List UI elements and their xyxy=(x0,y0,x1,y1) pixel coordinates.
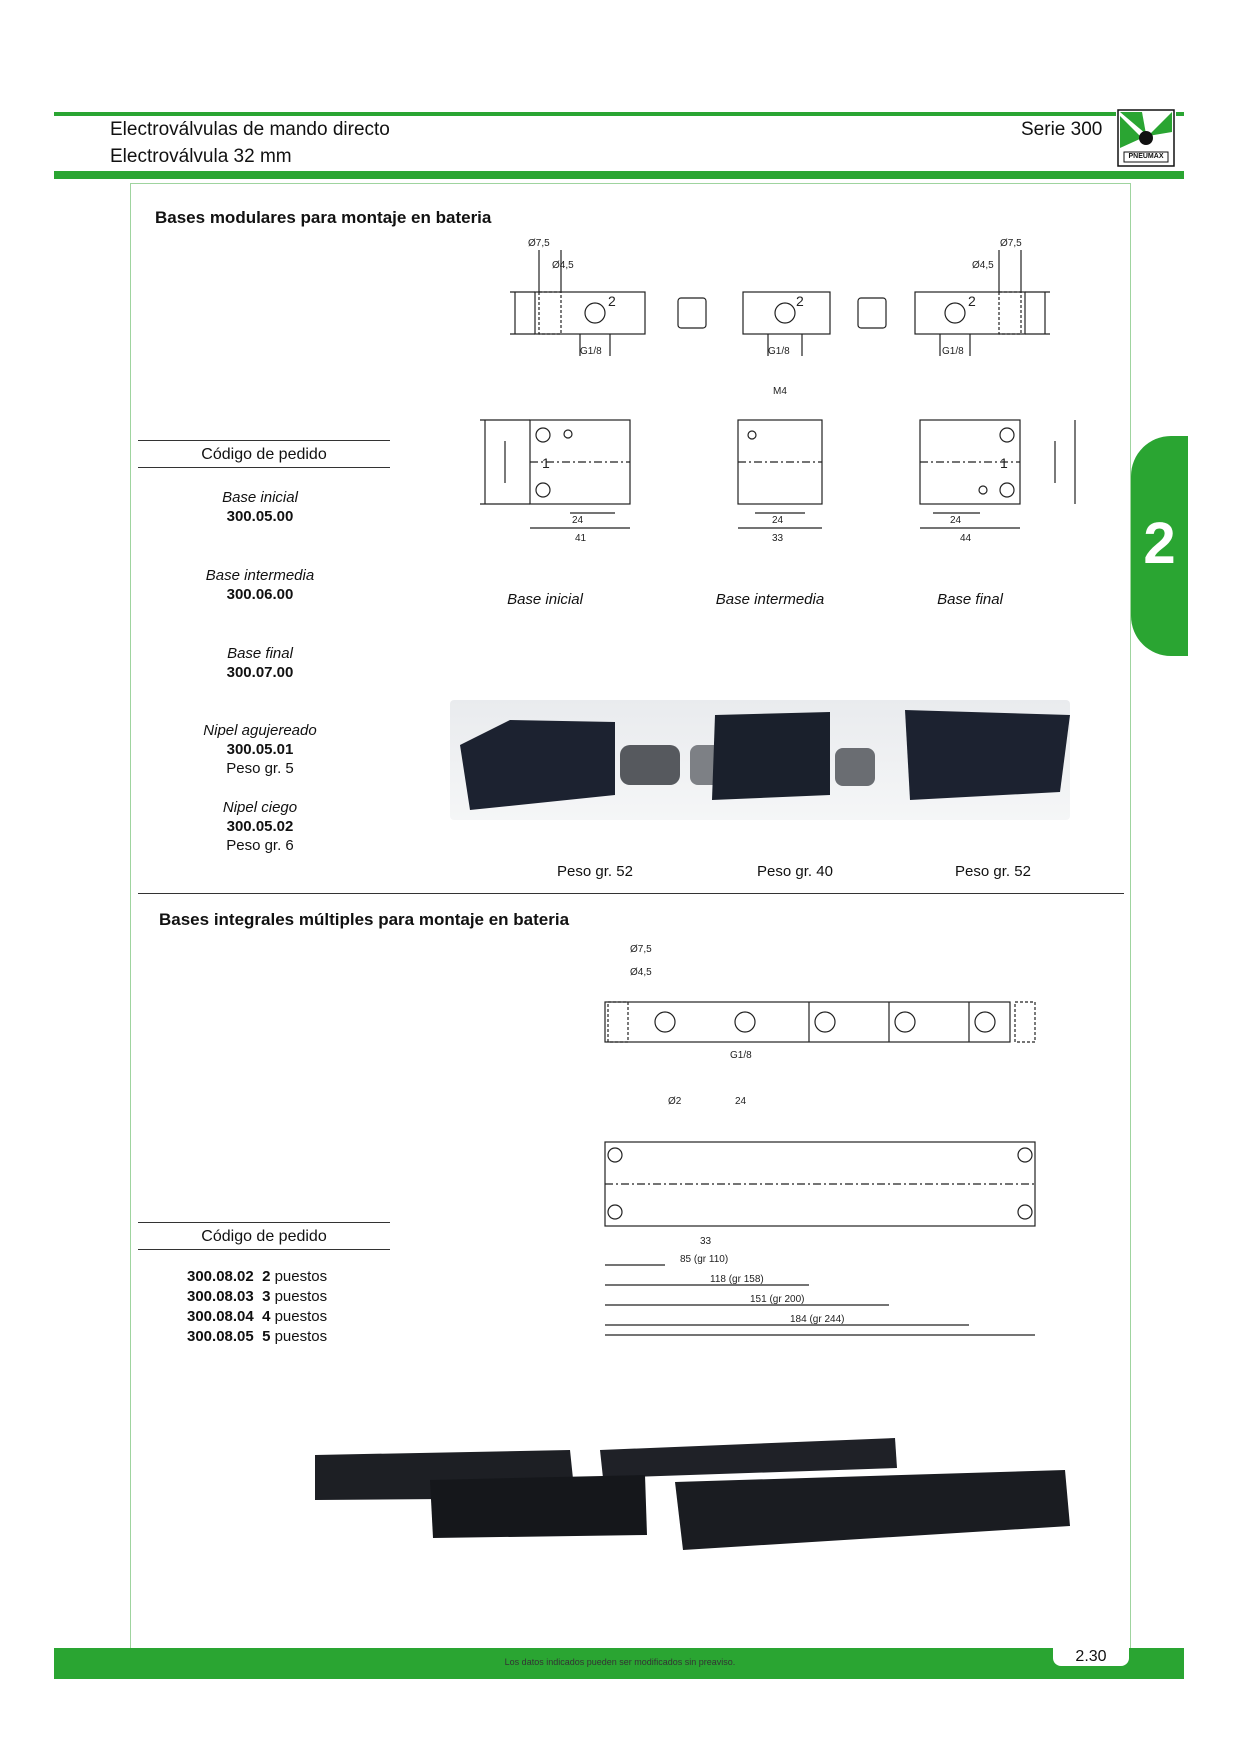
dim-label: 85 (gr 110) xyxy=(680,1254,729,1265)
caption-base-final: Base final xyxy=(937,591,1003,608)
order-rule-bottom xyxy=(138,467,390,468)
item-code: 300.05.00 xyxy=(226,508,294,525)
item-name: Nipel agujereado xyxy=(203,722,317,739)
weight-final: Peso gr. 52 xyxy=(955,863,1031,880)
dim-label: 33 xyxy=(772,533,784,544)
port-circle xyxy=(775,303,795,323)
caption-base-inicial: Base inicial xyxy=(507,591,583,608)
dim-label: Ø7,5 xyxy=(1000,238,1022,249)
port-label: 2 xyxy=(968,293,976,309)
side-view-inicial xyxy=(535,292,645,334)
manifold-row: 300.08.04 4 puestos xyxy=(187,1308,328,1325)
dim-label: 24 xyxy=(772,515,784,526)
port-label: 2 xyxy=(796,293,804,309)
dim-label: 24 xyxy=(735,1096,747,1107)
item-code: 300.05.02 xyxy=(226,818,294,835)
section-divider xyxy=(138,893,1124,894)
dim-label: 24 xyxy=(950,515,962,526)
dim-label: Ø4,5 xyxy=(630,967,652,978)
item-name: Nipel ciego xyxy=(222,799,298,816)
dim-label: G1/8 xyxy=(942,346,964,357)
section1-drawings xyxy=(450,228,1110,558)
item-code: 300.07.00 xyxy=(226,664,294,681)
item-name: Base inicial xyxy=(222,489,298,506)
order-rule-bottom-2 xyxy=(138,1249,390,1250)
manifold-row: 300.08.02 2 puestos xyxy=(187,1268,328,1285)
manifold-row: 300.08.05 5 puestos xyxy=(187,1328,328,1345)
order-label-2: Código de pedido xyxy=(201,1228,327,1245)
nipple-2 xyxy=(858,298,886,328)
dim-label: Ø7,5 xyxy=(630,944,652,955)
header-title-2: Electroválvula 32 mm xyxy=(110,146,292,167)
order-label: Código de pedido xyxy=(201,446,327,463)
manifold-row: 300.08.03 3 puestos xyxy=(187,1288,328,1305)
pneumax-logo xyxy=(1116,108,1176,168)
header-top-bar xyxy=(54,112,1184,116)
header-title-1: Electroválvulas de mando directo xyxy=(110,119,390,140)
manifold-side-view xyxy=(605,1002,1010,1042)
weight-inicial: Peso gr. 52 xyxy=(557,863,633,880)
logo-text: PNEUMAX xyxy=(1128,153,1164,160)
item-name: Base final xyxy=(227,645,293,662)
dim-label: 44 xyxy=(960,533,972,544)
dim-label: Ø4,5 xyxy=(552,260,574,271)
dim-label: Ø7,5 xyxy=(528,238,550,249)
dim-label: G1/8 xyxy=(768,346,790,357)
dim-label: 41 xyxy=(575,533,587,544)
order-rule-top xyxy=(138,440,390,441)
manifolds-photo xyxy=(305,1430,1085,1570)
section2-drawings xyxy=(530,940,1110,1340)
bases-photo xyxy=(450,700,1070,820)
dim-label: Ø2 xyxy=(668,1096,682,1107)
dim-label: 118 (gr 158) xyxy=(710,1274,764,1285)
order-rule-top-2 xyxy=(138,1222,390,1223)
chapter-number: 2 xyxy=(1143,511,1176,576)
header-series: Serie 300 xyxy=(1021,119,1103,140)
caption-base-intermedia: Base intermedia xyxy=(715,591,825,608)
section1-title: Bases modulares para montaje en bateria xyxy=(155,208,492,227)
item-code: 300.05.01 xyxy=(226,741,294,758)
port-label: 1 xyxy=(1000,455,1008,471)
dim-label: G1/8 xyxy=(730,1050,752,1061)
chapter-tab xyxy=(1131,436,1188,656)
item-name: Base intermedia xyxy=(205,567,315,584)
manifold-list xyxy=(187,1267,327,1347)
side-view-intermedia xyxy=(743,292,830,334)
port-label: 1 xyxy=(542,455,550,471)
dim-label: 184 (gr 244) xyxy=(790,1314,845,1325)
item-code: 300.06.00 xyxy=(226,586,294,603)
dim-label: 151 (gr 200) xyxy=(750,1294,805,1305)
item-weight: Peso gr. 5 xyxy=(226,760,294,777)
page-number: 2.30 xyxy=(1053,1648,1129,1666)
nipple-1 xyxy=(678,298,706,328)
item-weight: Peso gr. 6 xyxy=(226,837,294,854)
dim-label: M4 xyxy=(773,386,787,397)
dim-label: 33 xyxy=(700,1236,712,1247)
port-circle xyxy=(945,303,965,323)
section2-title: Bases integrales múltiples para montaje en bateria xyxy=(159,910,570,929)
dim-label: Ø4,5 xyxy=(972,260,994,271)
port-label: 2 xyxy=(608,293,616,309)
dim-label: 24 xyxy=(572,515,584,526)
weight-intermedia: Peso gr. 40 xyxy=(757,863,833,880)
dim-label: G1/8 xyxy=(580,346,602,357)
port-circle xyxy=(585,303,605,323)
footer-note: Los datos indicados pueden ser modificados sin preaviso. xyxy=(504,1657,736,1667)
header-bottom-bar xyxy=(54,171,1184,179)
